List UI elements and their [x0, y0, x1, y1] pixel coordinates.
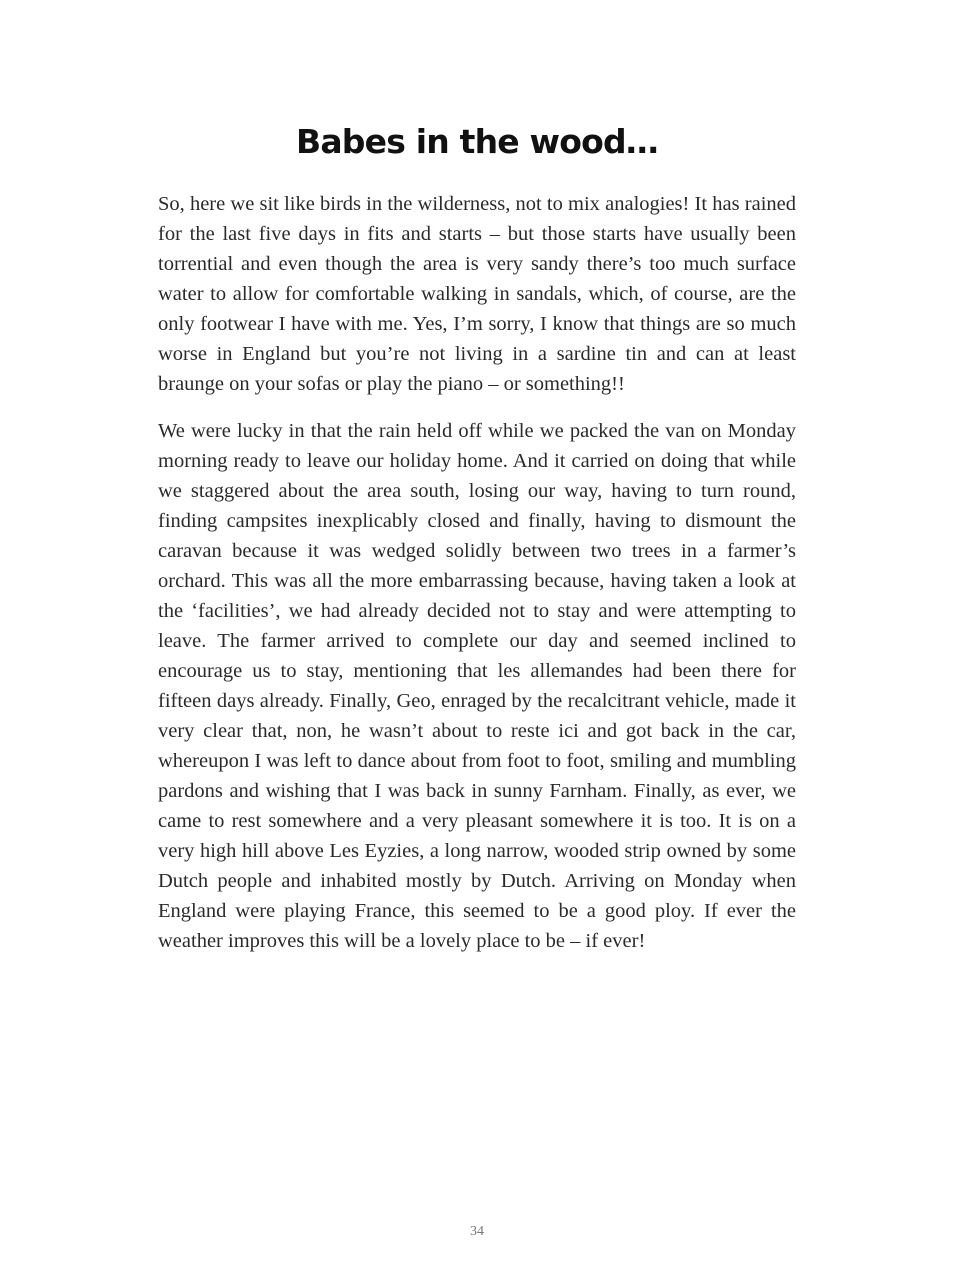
paragraph: We were lucky in that the rain held off while we packed the van on Monday morning ready to leave our holiday home. And it carried on doing that while we staggered about the area south, losing our way, having to turn round, finding campsites inexplicably closed and finally, having to dismount the caravan because it was wedged solidly between two trees in a farmer’s orchard. This was all the more embarrassing because, having taken a look at the ‘facilities’, we had already decided not to stay and were attempting to leave. The farmer arrived to complete our day and seemed inclined to encourage us to stay, mentioning that les allemandes had been there for fifteen days already. Finally, Geo, enraged by the recalcitrant vehicle, made it very clear that, non, he wasn’t about to reste ici and got back in the car, whereupon I was left to dance about from foot to foot, smiling and mumbling pardons and wishing that I was back in sunny Farnham. Finally, as ever, we came to rest somewhere and a very pleasant somewhere it is too. It is on a very high hill above Les Eyzies, a long narrow, wooded strip owned by some Dutch people and inhabited mostly by Dutch. Arriving on Monday when England were playing France, this seemed to be a good ploy. If ever the weather improves this will be a lovely place to be – if ever!	[158, 420, 796, 952]
paragraph: So, here we sit like birds in the wilderness, not to mix analogies! It has rained for the last five days in fits and starts – but those starts have usually been torrential and even though the area is very sandy there’s too much surface water to allow for comfortable walking in sandals, which, of course, are the only footwear I have with me. Yes, I’m sorry, I know that things are so much worse in England but you’re not living in a sardine tin and can at least braunge on your sofas or play the piano – or something!!	[158, 193, 796, 395]
chapter-title: Babes in the wood…	[295, 122, 659, 161]
body-text	[158, 189, 796, 973]
page-number: 34	[470, 1224, 484, 1239]
